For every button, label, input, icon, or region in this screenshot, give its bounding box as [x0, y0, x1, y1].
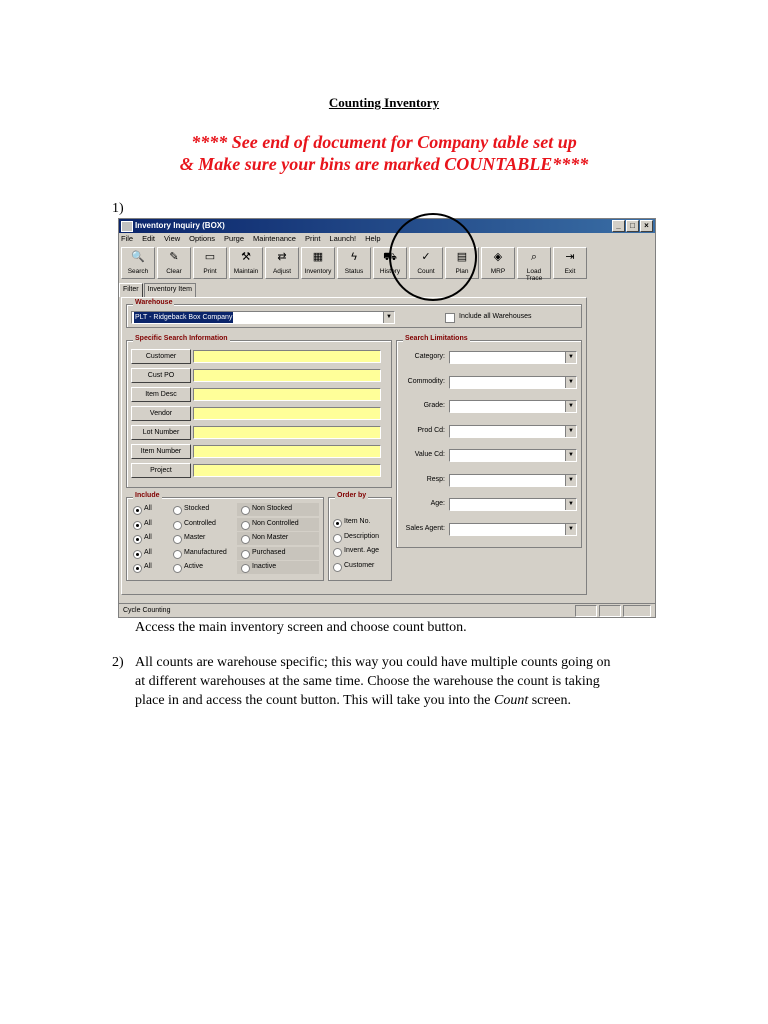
toolbar-adjust-button[interactable] — [265, 247, 299, 279]
toolbar-clear-button[interactable] — [157, 247, 191, 279]
include-radio-label: All — [144, 505, 152, 512]
value-cd-label: Value Cd: — [414, 451, 445, 458]
vendor-input[interactable] — [193, 407, 381, 420]
chevron-down-icon: ▼ — [565, 524, 576, 535]
include-radio-purchased[interactable] — [241, 550, 250, 559]
search-limitations-group — [396, 335, 582, 548]
include-radio-all[interactable] — [133, 506, 142, 515]
filter-panel — [121, 297, 587, 595]
include-radio-label: Non Controlled — [252, 519, 299, 527]
age-select[interactable] — [449, 498, 577, 511]
plan-icon: ▤ — [456, 251, 468, 263]
include-radio-label: Purchased — [252, 548, 286, 556]
resp-label: Resp: — [426, 475, 445, 483]
lightning-icon: ϟ — [351, 251, 357, 263]
count-screen-italic: Count — [494, 693, 529, 708]
toolbar-button-label: Adjust — [272, 268, 292, 275]
vendor-button[interactable]: Vendor — [131, 406, 191, 421]
grade-label-text: Grade — [423, 402, 444, 409]
toolbar-print-button[interactable] — [193, 247, 227, 279]
grade-select[interactable] — [449, 400, 577, 413]
item-number-button[interactable]: Item Number — [131, 444, 191, 459]
include-radio-non-master[interactable] — [241, 535, 250, 544]
count-icon: ✓ — [421, 251, 431, 263]
commodity-label: Commodity: — [407, 377, 445, 385]
exit-icon: ⇥ — [565, 251, 575, 263]
customer-input[interactable] — [193, 350, 381, 363]
toolbar-mrp-button[interactable] — [481, 247, 515, 279]
load-trace-icon: ⌕ — [530, 251, 538, 263]
include-all-warehouses-checkbox[interactable] — [445, 313, 455, 323]
order-by-label-text: Invent. Age — [344, 547, 380, 554]
menu-bar — [119, 233, 657, 245]
order-by-radio-invent-age[interactable] — [333, 548, 342, 557]
include-radio-label: Active — [184, 563, 204, 570]
sales-agent-label-text: Sales Agent — [405, 524, 444, 532]
cust-po-input[interactable] — [193, 369, 381, 382]
warning-line-2: & Make sure your bins are marked COUNTABLE**** — [179, 154, 589, 174]
toolbar-inventory-button[interactable] — [301, 247, 335, 279]
age-label-text: Age — [430, 500, 444, 507]
toolbar-button-label: Plan — [455, 268, 469, 275]
warning-line-1: **** See end of document for Company table set up — [191, 132, 577, 152]
include-radio-non-controlled[interactable] — [241, 521, 250, 530]
chevron-down-icon: ▼ — [565, 450, 576, 461]
window-titlebar — [119, 219, 655, 233]
include-radio-manufactured[interactable] — [173, 550, 182, 559]
include-radio-label: Inactive — [252, 563, 277, 570]
menu-maintenance[interactable]: Maintenance — [253, 234, 296, 243]
item-number-input[interactable] — [193, 445, 381, 458]
tab-inventory-item[interactable]: Inventory Item — [144, 283, 196, 297]
toolbar-button-label: Inventory — [304, 268, 332, 275]
toolbar-search-button[interactable] — [121, 247, 155, 279]
toolbar — [121, 247, 589, 282]
inventory-icon: ▦ — [312, 251, 324, 263]
include-radio-all[interactable] — [133, 550, 142, 559]
toolbar-button-label: Search — [127, 268, 149, 275]
chevron-down-icon: ▼ — [565, 475, 576, 486]
project-input[interactable] — [193, 464, 381, 477]
status-pane-2 — [599, 605, 621, 617]
include-radio-label: Manufactured — [184, 548, 227, 556]
include-radio-controlled[interactable] — [173, 521, 182, 530]
toolbar-button-label: Count — [417, 268, 435, 275]
toolbar-button-label: History — [379, 268, 401, 275]
warehouse-value: PLT - Ridgeback Box Company — [135, 314, 233, 321]
magnifier-icon: 🔍 — [131, 251, 145, 263]
include-radio-inactive[interactable] — [241, 564, 250, 573]
step-2-text — [135, 653, 611, 710]
toolbar-maintain-button[interactable] — [229, 247, 263, 279]
sales-agent-select[interactable] — [449, 523, 577, 536]
value-cd-label-text: Value Cd — [414, 451, 444, 458]
order-by-label-text: Description — [344, 532, 380, 540]
include-group — [126, 492, 324, 581]
status-bar — [119, 603, 655, 617]
include-radio-active[interactable] — [173, 564, 182, 573]
order-by-label-text: Customer — [344, 561, 375, 569]
document-title: Counting Inventory — [328, 95, 440, 110]
include-radio-label: Non Stocked — [252, 505, 293, 512]
warehouse-group — [126, 299, 582, 328]
specific-search-label: Specific Search Information — [135, 335, 228, 342]
resp-label-text: Resp — [426, 475, 444, 483]
cust-po-button[interactable]: Cust PO — [131, 368, 191, 383]
step-2-line-2: at different warehouses at the same time. Choose the warehouse the count is taking — [135, 674, 600, 689]
lot-number-button[interactable]: Lot Number — [131, 425, 191, 440]
toolbar-button-label: Clear — [166, 268, 182, 275]
toolbar-button-label: Status — [344, 268, 364, 275]
sales-agent-label: Sales Agent: — [405, 524, 445, 532]
tab-filter[interactable]: Filter — [119, 283, 143, 297]
maximize-button[interactable]: □ — [626, 220, 639, 232]
prod-cd-label-text: Prod Cd — [417, 426, 444, 434]
toolbar-status-button[interactable] — [337, 247, 371, 279]
warehouse-select[interactable] — [131, 311, 395, 324]
include-radio-label: Controlled — [184, 519, 216, 527]
prod-cd-label: Prod Cd: — [417, 426, 445, 434]
printer-icon: ▭ — [204, 251, 216, 263]
step-2-line-3a: place in and access the count button. This will take you into the — [135, 693, 494, 708]
item-desc-button[interactable]: Item Desc — [131, 387, 191, 402]
step-2-line-3c: screen. — [528, 693, 571, 708]
toolbar-load-trace-button[interactable] — [517, 247, 551, 282]
hammer-icon: ⚒ — [241, 251, 251, 263]
chevron-down-icon: ▼ — [565, 377, 576, 388]
step-1-text: Access the main inventory screen and choose count button. — [135, 620, 467, 635]
status-text: Cycle Counting — [123, 607, 171, 614]
menu-file[interactable]: File — [121, 234, 134, 243]
count-button-highlight-circle — [389, 213, 477, 301]
app-icon — [121, 221, 133, 232]
toolbar-button-label: Load Trace — [525, 268, 543, 282]
include-radio-label: All — [144, 563, 152, 570]
menu-edit[interactable]: Edit — [142, 234, 156, 243]
include-radio-all[interactable] — [133, 521, 142, 530]
include-radio-non-stocked[interactable] — [241, 506, 250, 515]
status-pane-3 — [623, 605, 651, 617]
age-label: Age: — [430, 500, 445, 507]
toolbar-button-label: Maintain — [233, 268, 259, 275]
value-cd-select[interactable] — [449, 449, 577, 462]
include-radio-master[interactable] — [173, 535, 182, 544]
warning-text — [0, 131, 768, 175]
include-radio-label: All — [144, 519, 152, 527]
prod-cd-select[interactable] — [449, 425, 577, 438]
order-by-group — [328, 492, 392, 581]
include-all-warehouses-label: Include all Warehouses — [459, 313, 532, 320]
toolbar-button-label: Exit — [564, 268, 576, 275]
item-desc-input[interactable] — [193, 388, 381, 401]
toolbar-exit-button[interactable] — [553, 247, 587, 279]
minimize-button[interactable]: _ — [612, 220, 625, 232]
include-radio-label: Master — [184, 534, 206, 541]
truck-icon: ⛟ — [383, 251, 397, 263]
order-by-radio-item-no-[interactable] — [333, 519, 342, 528]
search-limitations-label: Search Limitations — [405, 335, 468, 342]
include-label: Include — [135, 492, 160, 499]
toolbar-button-label: Print — [203, 268, 217, 275]
category-label-text: Category — [414, 353, 444, 360]
order-by-label: Order by — [337, 492, 367, 499]
chevron-down-icon: ▼ — [383, 312, 394, 323]
specific-search-group — [126, 335, 392, 488]
order-by-radio-customer[interactable] — [333, 563, 342, 572]
menu-purge[interactable]: Purge — [224, 234, 245, 243]
window-title: Inventory Inquiry (BOX) — [135, 221, 225, 230]
step-2-line-3 — [135, 691, 611, 710]
close-button[interactable]: × — [640, 220, 653, 232]
include-radio-all[interactable] — [133, 535, 142, 544]
menu-options[interactable]: Options — [189, 234, 216, 243]
menu-print[interactable]: Print — [304, 234, 321, 243]
include-radio-all[interactable] — [133, 564, 142, 573]
step-2-line-1: All counts are warehouse specific; this way you could have multiple counts going on — [135, 655, 611, 670]
lot-number-input[interactable] — [193, 426, 381, 439]
mrp-icon: ◈ — [493, 251, 503, 263]
include-radio-label: Non Master — [252, 534, 289, 541]
resp-select[interactable] — [449, 474, 577, 487]
project-button[interactable]: Project — [131, 463, 191, 478]
commodity-label-text: Commodity — [407, 377, 444, 385]
chevron-down-icon: ▼ — [565, 499, 576, 510]
step-2-number: 2) — [112, 655, 124, 670]
category-label: Category: — [414, 353, 445, 360]
toolbar-button-label: MRP — [490, 268, 506, 275]
step-1-number: 1) — [112, 201, 124, 216]
chevron-down-icon: ▼ — [565, 352, 576, 363]
grade-label: Grade: — [423, 402, 445, 409]
category-select[interactable] — [449, 351, 577, 364]
chevron-down-icon: ▼ — [565, 426, 576, 437]
include-radio-stocked[interactable] — [173, 506, 182, 515]
status-pane-1 — [575, 605, 597, 617]
menu-view[interactable]: View — [164, 234, 181, 243]
include-radio-label: All — [144, 548, 152, 556]
include-radio-label: Stocked — [184, 505, 210, 512]
eraser-icon: ✎ — [169, 251, 179, 263]
order-by-radio-description[interactable] — [333, 534, 342, 543]
commodity-select[interactable] — [449, 376, 577, 389]
inventory-inquiry-window — [118, 218, 656, 618]
order-by-label-text: Item No. — [344, 518, 371, 525]
customer-button[interactable]: Customer — [131, 349, 191, 364]
chevron-down-icon: ▼ — [565, 401, 576, 412]
menu-help[interactable]: Help — [365, 234, 381, 243]
warehouse-label: Warehouse — [135, 299, 173, 306]
menu-launch[interactable]: Launch! — [329, 234, 357, 243]
adjust-icon: ⇄ — [277, 251, 287, 263]
include-radio-label: All — [144, 534, 152, 541]
